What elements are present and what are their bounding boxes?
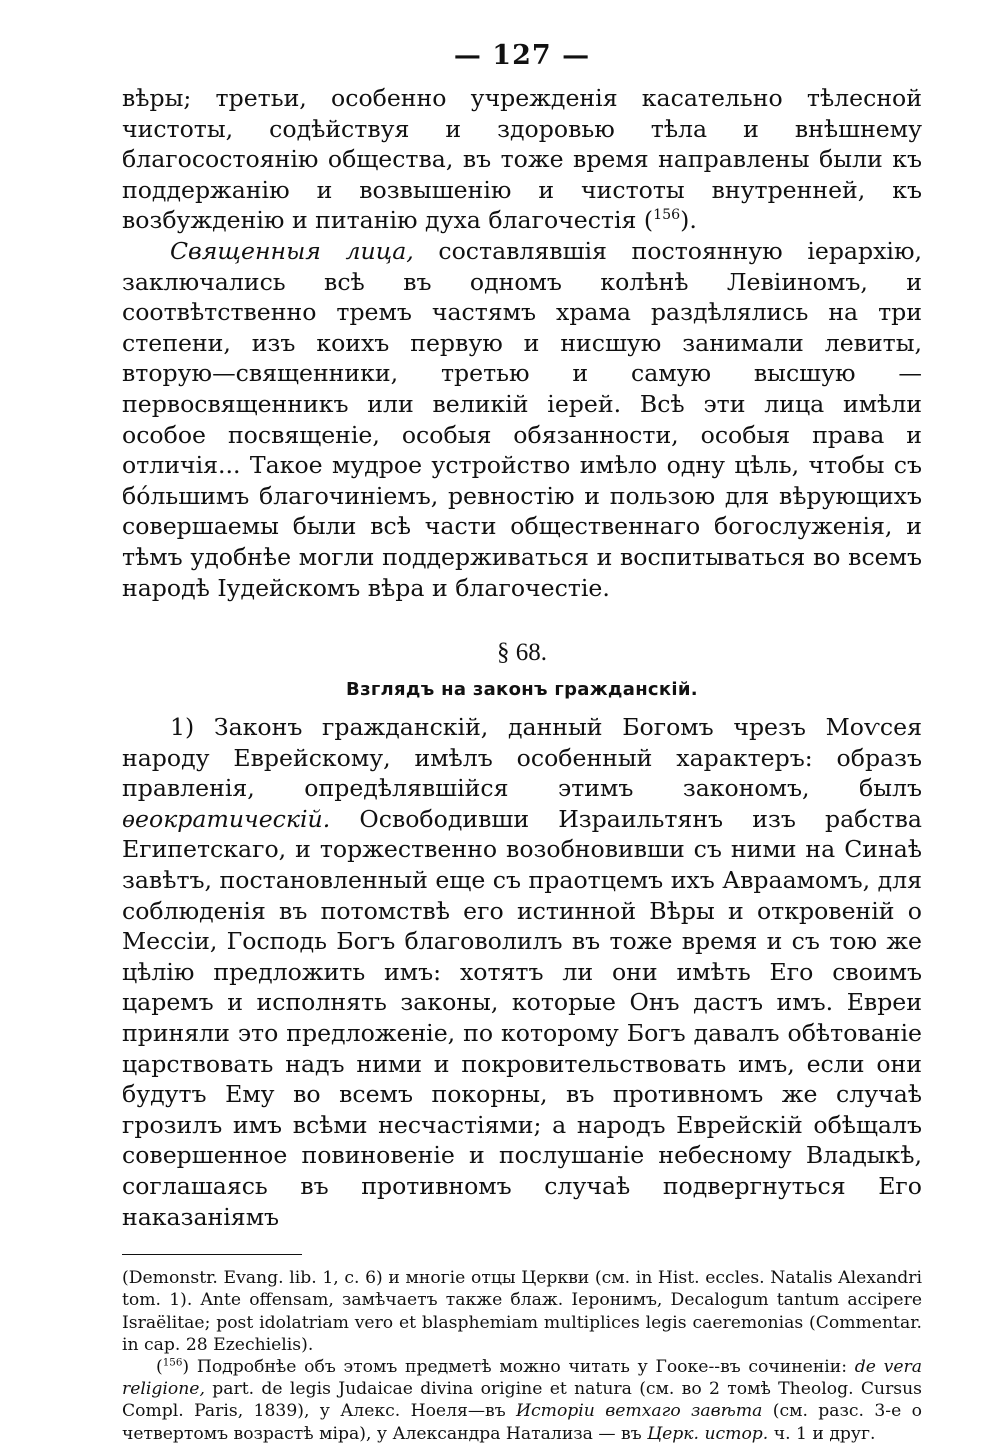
paragraph-3-italic: ѳеократическій. (122, 804, 331, 833)
page-number: — 127 — (453, 40, 591, 71)
paragraph-3-text-after: Освободивши Израильтянъ изъ рабства Египетскаго, и торжественно возобновивши съ ними на Синаѣ завѣтъ, постановленный еще съ праотцемъ ихъ Авраамомъ, для соблюденія въ потомствѣ его истинной Вѣры и откровеній о Мессіи, Господь Богъ благоволилъ въ тоже время и съ тою же цѣлію предложить имъ: хотятъ ли они имѣть Его своимъ царемъ и исполнять законы, которые Онъ дастъ имъ. Евреи приняли это предложеніе, по которому Богъ давалъ обѣтованіе царствовать надъ ними и покровительствовать имъ, если они будутъ Ему во всемъ покорны, въ противномъ же случаѣ грозилъ имъ всѣми несчастіями; а народъ Еврейскій обѣщалъ совершенное повиновеніе и послушаніе небесному Владыкѣ, соглашаясь въ противномъ случаѣ подвергнуться Его наказаніямъ (122, 804, 922, 1231)
paragraph-sacred-persons (122, 236, 922, 603)
footnote-2-text-3: (см. разс. 3-е о четвертомъ возрастѣ міра), у Александра Натализа — въ (122, 1401, 922, 1444)
paragraph-civil-law (122, 712, 922, 1232)
footnote-divider (122, 1254, 302, 1255)
footnote-number: 156 (162, 1356, 183, 1369)
section-heading: Взглядъ на законъ гражданскій. (346, 679, 698, 701)
paragraph-2-text: составлявшія постоянную іерархію, заключались всѣ въ одномъ колѣнѣ Левіиномъ, и соотвѣтственно тремъ частямъ храма раздѣлялись на три степени, изъ коихъ первую и нисшую занимали левиты, вторую—священники, третью и самую высшую — первосвященникъ или великій іерей. Всѣ эти лица имѣли особое посвященіе, особыя обязанности, особыя права и отличія... Такое мудрое устройство имѣло одну цѣль, чтобы съ бо́льшимъ благочиніемъ, ревностію и пользою для вѣрующихъ совершаемы были всѣ части общественнаго богослуженія, и тѣмъ удобнѣе могли поддерживаться и воспитываться во всемъ народѣ Іудейскомъ вѣра и благочестіе. (122, 236, 922, 602)
footnote-2-italic-2: Исторіи ветхаго завѣта (516, 1401, 763, 1422)
section-number: § 68. (497, 639, 547, 667)
paragraph-1-tail: ). (680, 206, 697, 235)
footnote-continuation (122, 1267, 922, 1356)
footnote-2-text-2: part. de legis Judaicae divina origine et natura (см. во 2 томѣ Theolog. Cursus Compl. Paris, 1839), у Алекс. Ноеля—въ (122, 1379, 922, 1422)
paragraph-1-text: вѣры; третьи, особенно учрежденія касательно тѣлесной чистоты, содѣйствуя и здоровью тѣла и внѣшнему благосостоянію общества, въ тоже время направлены были къ поддержанію и возвышенію и чистоты внутренней, къ возбужденію и питанію духа благочестія ( (122, 84, 922, 235)
paragraph-continuation (122, 83, 922, 236)
footnote-2-text-1: Подробнѣе объ этомъ предметѣ можно читать у Гооке--въ сочиненіи: (189, 1357, 855, 1377)
paragraph-2-lead: Священныя лица, (170, 236, 414, 265)
book-page (122, 40, 922, 1445)
footnote-1-text: (Demonstr. Evang. lib. 1, c. 6) и многіе отцы Церкви (см. in Hist. eccles. Natalis Alexandri tom. 1). Ante offensam, замѣчаетъ также блаж. Іеронимъ, Decalogum tantum accipere Israëlitae; post idolatriam vero et blasphemiam multiplices legis caeremonias (Commentar. in cap. 28 Ezechielis). (122, 1268, 922, 1355)
footnote-2-italic-1: de vera religione, (122, 1357, 922, 1400)
paragraph-3-text-before: 1) Законъ гражданскій, данный Богомъ чрезъ Моѵсея народу Еврейскому, имѣлъ особенный характеръ: образъ правленія, опредѣлявшійся этимъ закономъ, былъ (122, 713, 922, 803)
footnote-2-text-4: ч. 1 и друг. (768, 1423, 876, 1444)
footnote-156: ($^{156}$) Подробнѣе объ этомъ предметѣ можно читать у Гооке--въ сочиненіи: de vera religione, part. de legis Judaicae divina origine et natura (см. во 2 томѣ Theolog. Cursus Compl. Paris, 1839), у Алекс. Ноеля—въ Исторіи ветхаго завѣта (см. разс. 3-е о четвертомъ возрастѣ міра), у Александра Натализа — въ Церк. истор. ч. 1 и друг. (122, 1356, 922, 1444)
footnote-2-italic-3: Церк. истор. (647, 1423, 769, 1444)
footnote-reference[interactable]: 156 (653, 207, 681, 224)
